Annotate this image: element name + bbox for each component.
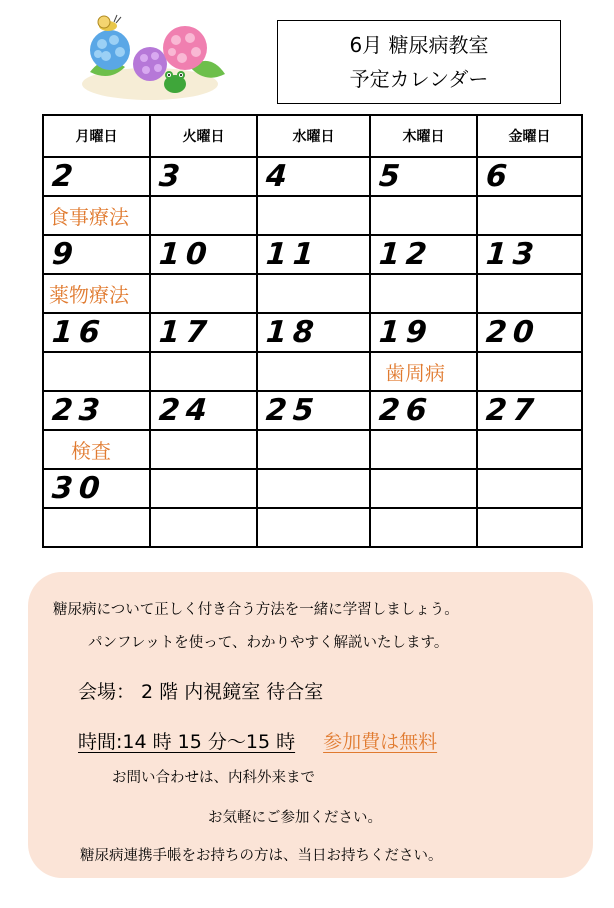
weekday-thu: 木曜日 bbox=[370, 115, 477, 157]
event-cell bbox=[477, 508, 582, 547]
weekday-mon: 月曜日 bbox=[43, 115, 150, 157]
date-number: 12 bbox=[377, 237, 434, 272]
event-cell bbox=[257, 508, 370, 547]
event-cell bbox=[43, 352, 150, 391]
time-text: 時間:14 時 15 分～15 時 bbox=[78, 731, 296, 753]
date-cell bbox=[43, 235, 150, 274]
week-3-events bbox=[43, 352, 582, 391]
event-cell bbox=[257, 196, 370, 235]
weekday-header-row bbox=[43, 115, 582, 157]
event-label: 食事療法 bbox=[49, 205, 129, 229]
event-cell bbox=[370, 196, 477, 235]
date-cell bbox=[477, 469, 582, 508]
date-number: 4 bbox=[264, 159, 295, 194]
contact-line-2: お気軽にご参加ください。 bbox=[208, 810, 382, 826]
weekday-fri: 金曜日 bbox=[477, 115, 582, 157]
date-cell bbox=[477, 235, 582, 274]
event-cell bbox=[477, 274, 582, 313]
date-cell bbox=[477, 313, 582, 352]
event-cell bbox=[43, 196, 150, 235]
date-cell bbox=[257, 313, 370, 352]
event-cell bbox=[150, 274, 257, 313]
event-cell bbox=[370, 508, 477, 547]
date-number: 17 bbox=[157, 315, 214, 350]
event-cell bbox=[257, 352, 370, 391]
date-number: 3 bbox=[157, 159, 188, 194]
date-number: 30 bbox=[50, 471, 107, 506]
hydrangea-illustration bbox=[80, 12, 230, 102]
date-number: 11 bbox=[264, 237, 321, 272]
event-cell bbox=[370, 352, 477, 391]
week-2-events bbox=[43, 274, 582, 313]
event-cell bbox=[370, 274, 477, 313]
date-cell bbox=[370, 469, 477, 508]
date-cell bbox=[257, 391, 370, 430]
date-number: 9 bbox=[50, 237, 81, 272]
date-cell bbox=[370, 313, 477, 352]
notebook-line: 糖尿病連携手帳をお持ちの方は、当日お持ちください。 bbox=[80, 848, 443, 864]
event-cell bbox=[150, 352, 257, 391]
date-number: 27 bbox=[484, 393, 541, 428]
week-5-events bbox=[43, 508, 582, 547]
event-cell bbox=[477, 352, 582, 391]
date-number: 24 bbox=[157, 393, 214, 428]
title-box bbox=[277, 20, 561, 104]
date-cell bbox=[43, 157, 150, 196]
contact-line-1: お問い合わせは、内科外来まで bbox=[112, 770, 315, 786]
week-4-events bbox=[43, 430, 582, 469]
date-cell bbox=[150, 235, 257, 274]
event-cell bbox=[257, 430, 370, 469]
event-cell bbox=[477, 196, 582, 235]
date-number: 20 bbox=[484, 315, 541, 350]
date-cell bbox=[370, 235, 477, 274]
weekday-tue: 火曜日 bbox=[150, 115, 257, 157]
event-cell bbox=[257, 274, 370, 313]
date-cell bbox=[257, 157, 370, 196]
date-cell bbox=[257, 235, 370, 274]
date-number: 19 bbox=[377, 315, 434, 350]
intro-line-1: 糖尿病について正しく付き合う方法を一緒に学習しましょう。 bbox=[53, 602, 459, 618]
date-number: 16 bbox=[50, 315, 107, 350]
event-cell bbox=[150, 430, 257, 469]
week-1-dates bbox=[43, 157, 582, 196]
date-number: 2 bbox=[50, 159, 81, 194]
week-2-dates bbox=[43, 235, 582, 274]
date-number: 5 bbox=[377, 159, 408, 194]
date-number: 13 bbox=[484, 237, 541, 272]
week-3-dates bbox=[43, 313, 582, 352]
date-cell bbox=[370, 391, 477, 430]
date-number: 23 bbox=[50, 393, 107, 428]
week-1-events bbox=[43, 196, 582, 235]
event-cell bbox=[43, 274, 150, 313]
page-title: 6月 糖尿病教室 bbox=[349, 33, 489, 57]
time-line bbox=[78, 727, 437, 754]
date-number: 6 bbox=[484, 159, 515, 194]
date-cell bbox=[477, 391, 582, 430]
date-cell bbox=[43, 391, 150, 430]
date-cell bbox=[370, 157, 477, 196]
event-label: 検査 bbox=[71, 439, 111, 463]
date-cell bbox=[150, 157, 257, 196]
week-4-dates bbox=[43, 391, 582, 430]
event-cell bbox=[43, 508, 150, 547]
date-cell bbox=[43, 313, 150, 352]
fee-text: 参加費は無料 bbox=[323, 731, 438, 753]
date-cell bbox=[257, 469, 370, 508]
date-number: 25 bbox=[264, 393, 321, 428]
page-subtitle: 予定カレンダー bbox=[349, 67, 489, 91]
date-cell bbox=[150, 469, 257, 508]
event-cell bbox=[150, 196, 257, 235]
intro-line-2: パンフレットを使って、わかりやすく解説いたします。 bbox=[88, 635, 449, 651]
event-cell bbox=[43, 430, 150, 469]
event-cell bbox=[370, 430, 477, 469]
date-cell bbox=[43, 469, 150, 508]
event-label: 歯周病 bbox=[385, 361, 445, 385]
snail-icon bbox=[98, 15, 121, 31]
date-number: 26 bbox=[377, 393, 434, 428]
date-number: 18 bbox=[264, 315, 321, 350]
event-label: 薬物療法 bbox=[49, 283, 129, 307]
info-panel bbox=[28, 572, 593, 878]
date-cell bbox=[477, 157, 582, 196]
weekday-wed: 水曜日 bbox=[257, 115, 370, 157]
date-number: 10 bbox=[157, 237, 214, 272]
calendar-table bbox=[42, 114, 583, 548]
date-cell bbox=[150, 313, 257, 352]
event-cell bbox=[477, 430, 582, 469]
week-5-dates bbox=[43, 469, 582, 508]
date-cell bbox=[150, 391, 257, 430]
venue-text: 会場： 2 階 内視鏡室 待合室 bbox=[78, 681, 324, 703]
event-cell bbox=[150, 508, 257, 547]
